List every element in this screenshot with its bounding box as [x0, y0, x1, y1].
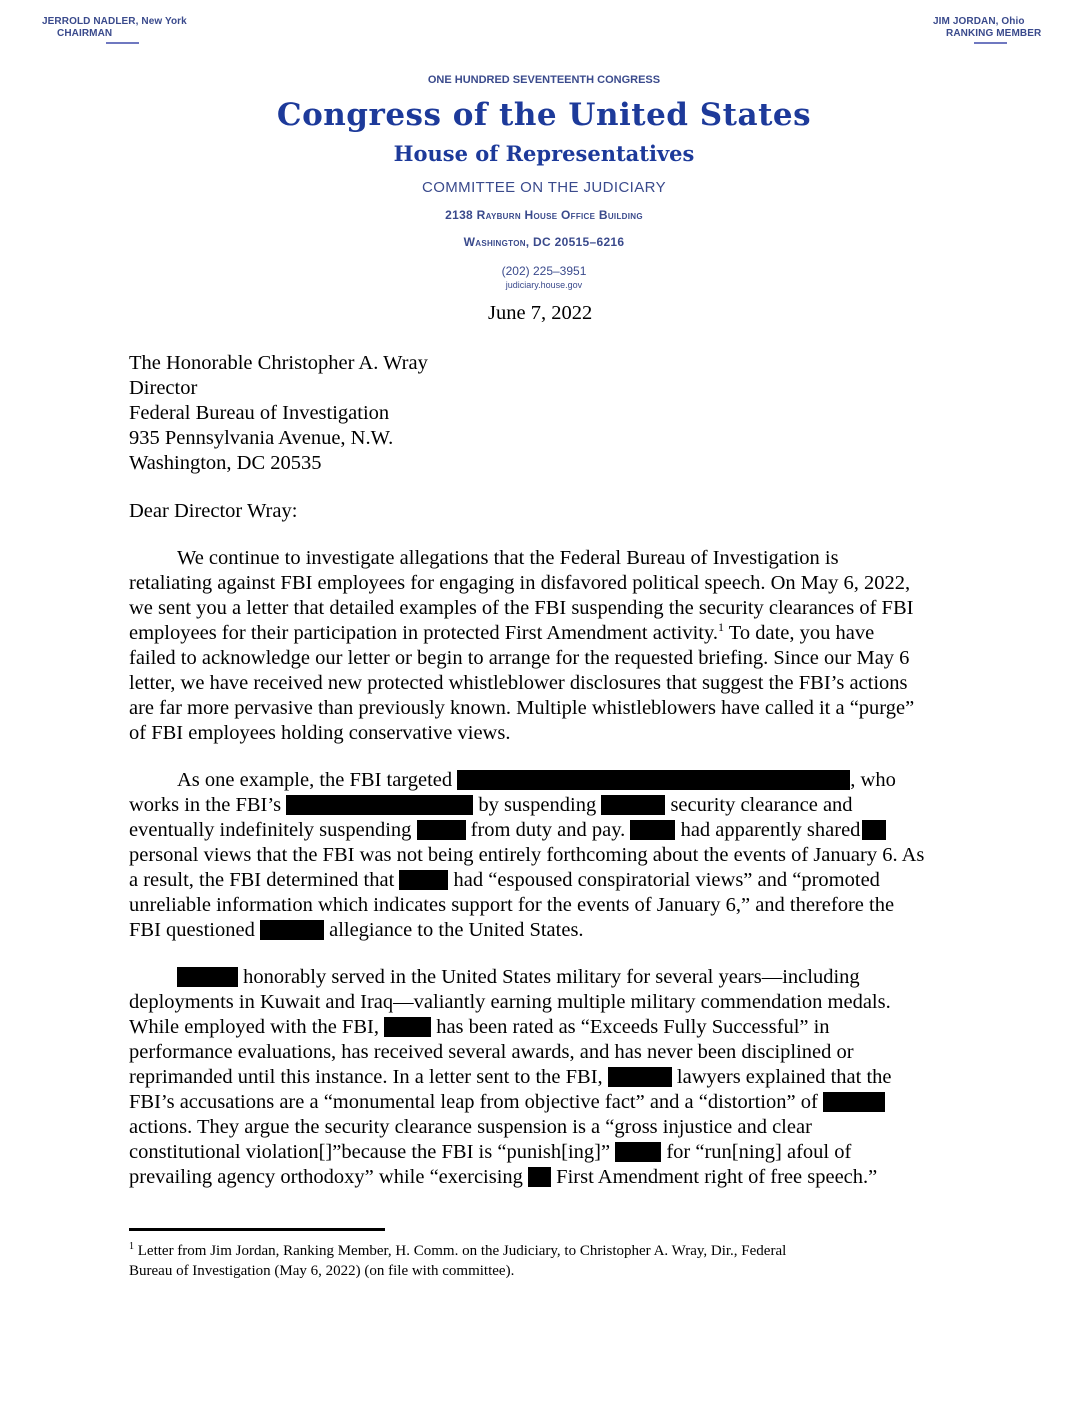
- office-building: 2138 Rayburn House Office Building: [445, 208, 643, 222]
- text-run: FBI’s accusations are a “monumental leap from objective fact” and a “distortion” of: [129, 1091, 823, 1113]
- redaction-box: [286, 795, 473, 815]
- chairman-rule: [106, 42, 139, 44]
- footnote-reference[interactable]: 1: [718, 620, 725, 635]
- paragraph-line: [129, 918, 584, 942]
- redaction-box: [417, 820, 466, 840]
- text-run: While employed with the FBI,: [129, 1016, 385, 1038]
- congress-title: Congress of the United States: [276, 97, 812, 133]
- text-run: As one example, the FBI targeted: [177, 769, 458, 791]
- congress-number: ONE HUNDRED SEVENTEENTH CONGRESS: [427, 74, 661, 86]
- paragraph-line: [129, 1015, 830, 1039]
- redaction-box: [384, 1017, 431, 1037]
- paragraph-line: [129, 793, 853, 817]
- text-run: has been rated as “Exceeds Fully Successful” in: [431, 1016, 830, 1038]
- paragraph-line: [129, 1140, 851, 1164]
- ranking-member-rule: [974, 42, 1007, 44]
- footnote-line: Bureau of Investigation (May 6, 2022) (on file with committee).: [129, 1263, 515, 1279]
- paragraph-line: of FBI employees holding conservative views.: [129, 722, 511, 744]
- text-run: constitutional violation[]”because the FBI is “punish[ing]”: [129, 1141, 616, 1163]
- paragraph-line: personal views that the FBI was not being entirely forthcoming about the events of January 6. As: [129, 844, 925, 866]
- text-run: First Amendment right of free speech.”: [551, 1166, 878, 1188]
- paragraph-line: [129, 1065, 892, 1089]
- redaction-box: [601, 795, 665, 815]
- text-run: had apparently shared: [675, 819, 861, 841]
- paragraph-line: we sent you a letter that detailed examples of the FBI suspending the security clearances of FBI: [129, 597, 914, 619]
- text-run: for “run[ning] afoul of: [661, 1141, 852, 1163]
- paragraph-line: [129, 621, 874, 645]
- footnote-line: [129, 1242, 786, 1260]
- chamber-title: House of Representatives: [393, 141, 695, 166]
- text-run: reprimanded until this instance. In a letter sent to the FBI,: [129, 1066, 608, 1088]
- recipient-line: Federal Bureau of Investigation: [129, 402, 390, 424]
- ranking-member-name: JIM JORDAN, Ohio: [933, 16, 1025, 27]
- recipient-line: Washington, DC 20535: [129, 452, 322, 474]
- paragraph-line: retaliating against FBI employees for engaging in disfavored political speech. On May 6, 2022,: [129, 572, 911, 594]
- paragraph-line: [129, 868, 880, 892]
- text-run: a result, the FBI determined that: [129, 869, 400, 891]
- paragraph-line: failed to acknowledge our letter or begin to arrange for the requested briefing. Since our May 6: [129, 647, 910, 669]
- text-run: works in the FBI’s: [129, 794, 287, 816]
- text-run: by suspending: [473, 794, 602, 816]
- recipient-line: The Honorable Christopher A. Wray: [129, 352, 428, 374]
- chairman-name: JERROLD NADLER, New York: [42, 16, 187, 27]
- paragraph-line: actions. They argue the security clearance suspension is a “gross injustice and clear: [129, 1116, 812, 1138]
- paragraph-line: We continue to investigate allegations that the Federal Bureau of Investigation is: [177, 547, 839, 569]
- text-run: allegiance to the United States.: [323, 919, 584, 941]
- paragraph-line: [177, 965, 860, 989]
- paragraph-line: are far more pervasive than previously known. Multiple whistleblowers have called it a “purge”: [129, 697, 915, 719]
- text-run: honorably served in the United States military for several years—including: [238, 966, 860, 988]
- text-run: , who: [850, 769, 896, 791]
- salutation: Dear Director Wray:: [129, 500, 298, 522]
- footnote-separator: [129, 1228, 385, 1231]
- recipient-line: Director: [129, 377, 198, 399]
- text-run: employees for their participation in protected First Amendment activity.: [129, 622, 719, 644]
- office-phone: (202) 225–3951: [501, 264, 587, 278]
- redaction-box: [608, 1067, 672, 1087]
- paragraph-line: unreliable information which indicates support for the events of January 6,” and therefore the: [129, 894, 895, 916]
- text-run: FBI questioned: [129, 919, 260, 941]
- text-run: Letter from Jim Jordan, Ranking Member, H. Comm. on the Judiciary, to Christopher A. Wray, Dir., Federal: [134, 1243, 787, 1259]
- recipient-line: 935 Pennsylvania Avenue, N.W.: [129, 427, 394, 449]
- redaction-box: [615, 1142, 661, 1162]
- paragraph-line: deployments in Kuwait and Iraq—valiantly earning multiple military commendation medals.: [129, 991, 891, 1013]
- redaction-box: [528, 1167, 551, 1187]
- footnote-number: 1: [129, 1241, 134, 1252]
- text-run: security clearance and: [665, 794, 853, 816]
- paragraph-line: [129, 1165, 877, 1189]
- ranking-member-role: RANKING MEMBER: [946, 28, 1042, 39]
- text-run: To date, you have: [724, 622, 875, 644]
- text-run: from duty and pay.: [465, 819, 631, 841]
- redaction-box: [823, 1092, 885, 1112]
- text-run: eventually indefinitely suspending: [129, 819, 417, 841]
- redaction-box: [399, 870, 448, 890]
- redaction-box: [630, 820, 675, 840]
- text-run: prevailing agency orthodoxy” while “exercising: [129, 1166, 529, 1188]
- letter-date: June 7, 2022: [488, 302, 593, 324]
- chairman-role: CHAIRMAN: [57, 28, 113, 39]
- redaction-box: [457, 770, 850, 790]
- paragraph-line: [129, 818, 886, 842]
- redaction-box: [177, 967, 238, 987]
- paragraph-line: letter, we have received new protected whistleblower disclosures that suggest the FBI’s actions: [129, 672, 908, 694]
- paragraph-line: performance evaluations, has received several awards, and has never been disciplined or: [129, 1041, 854, 1063]
- paragraph-line: [129, 1090, 885, 1114]
- redaction-box: [862, 820, 886, 840]
- text-run: lawyers explained that the: [671, 1066, 892, 1088]
- redaction-box: [260, 920, 324, 940]
- committee-name: COMMITTEE ON THE JUDICIARY: [421, 179, 667, 196]
- office-city: Washington, DC 20515–6216: [463, 235, 625, 249]
- paragraph-line: [177, 768, 896, 792]
- text-run: had “espoused conspiratorial views” and “promoted: [448, 869, 880, 891]
- committee-website: judiciary.house.gov: [505, 280, 583, 290]
